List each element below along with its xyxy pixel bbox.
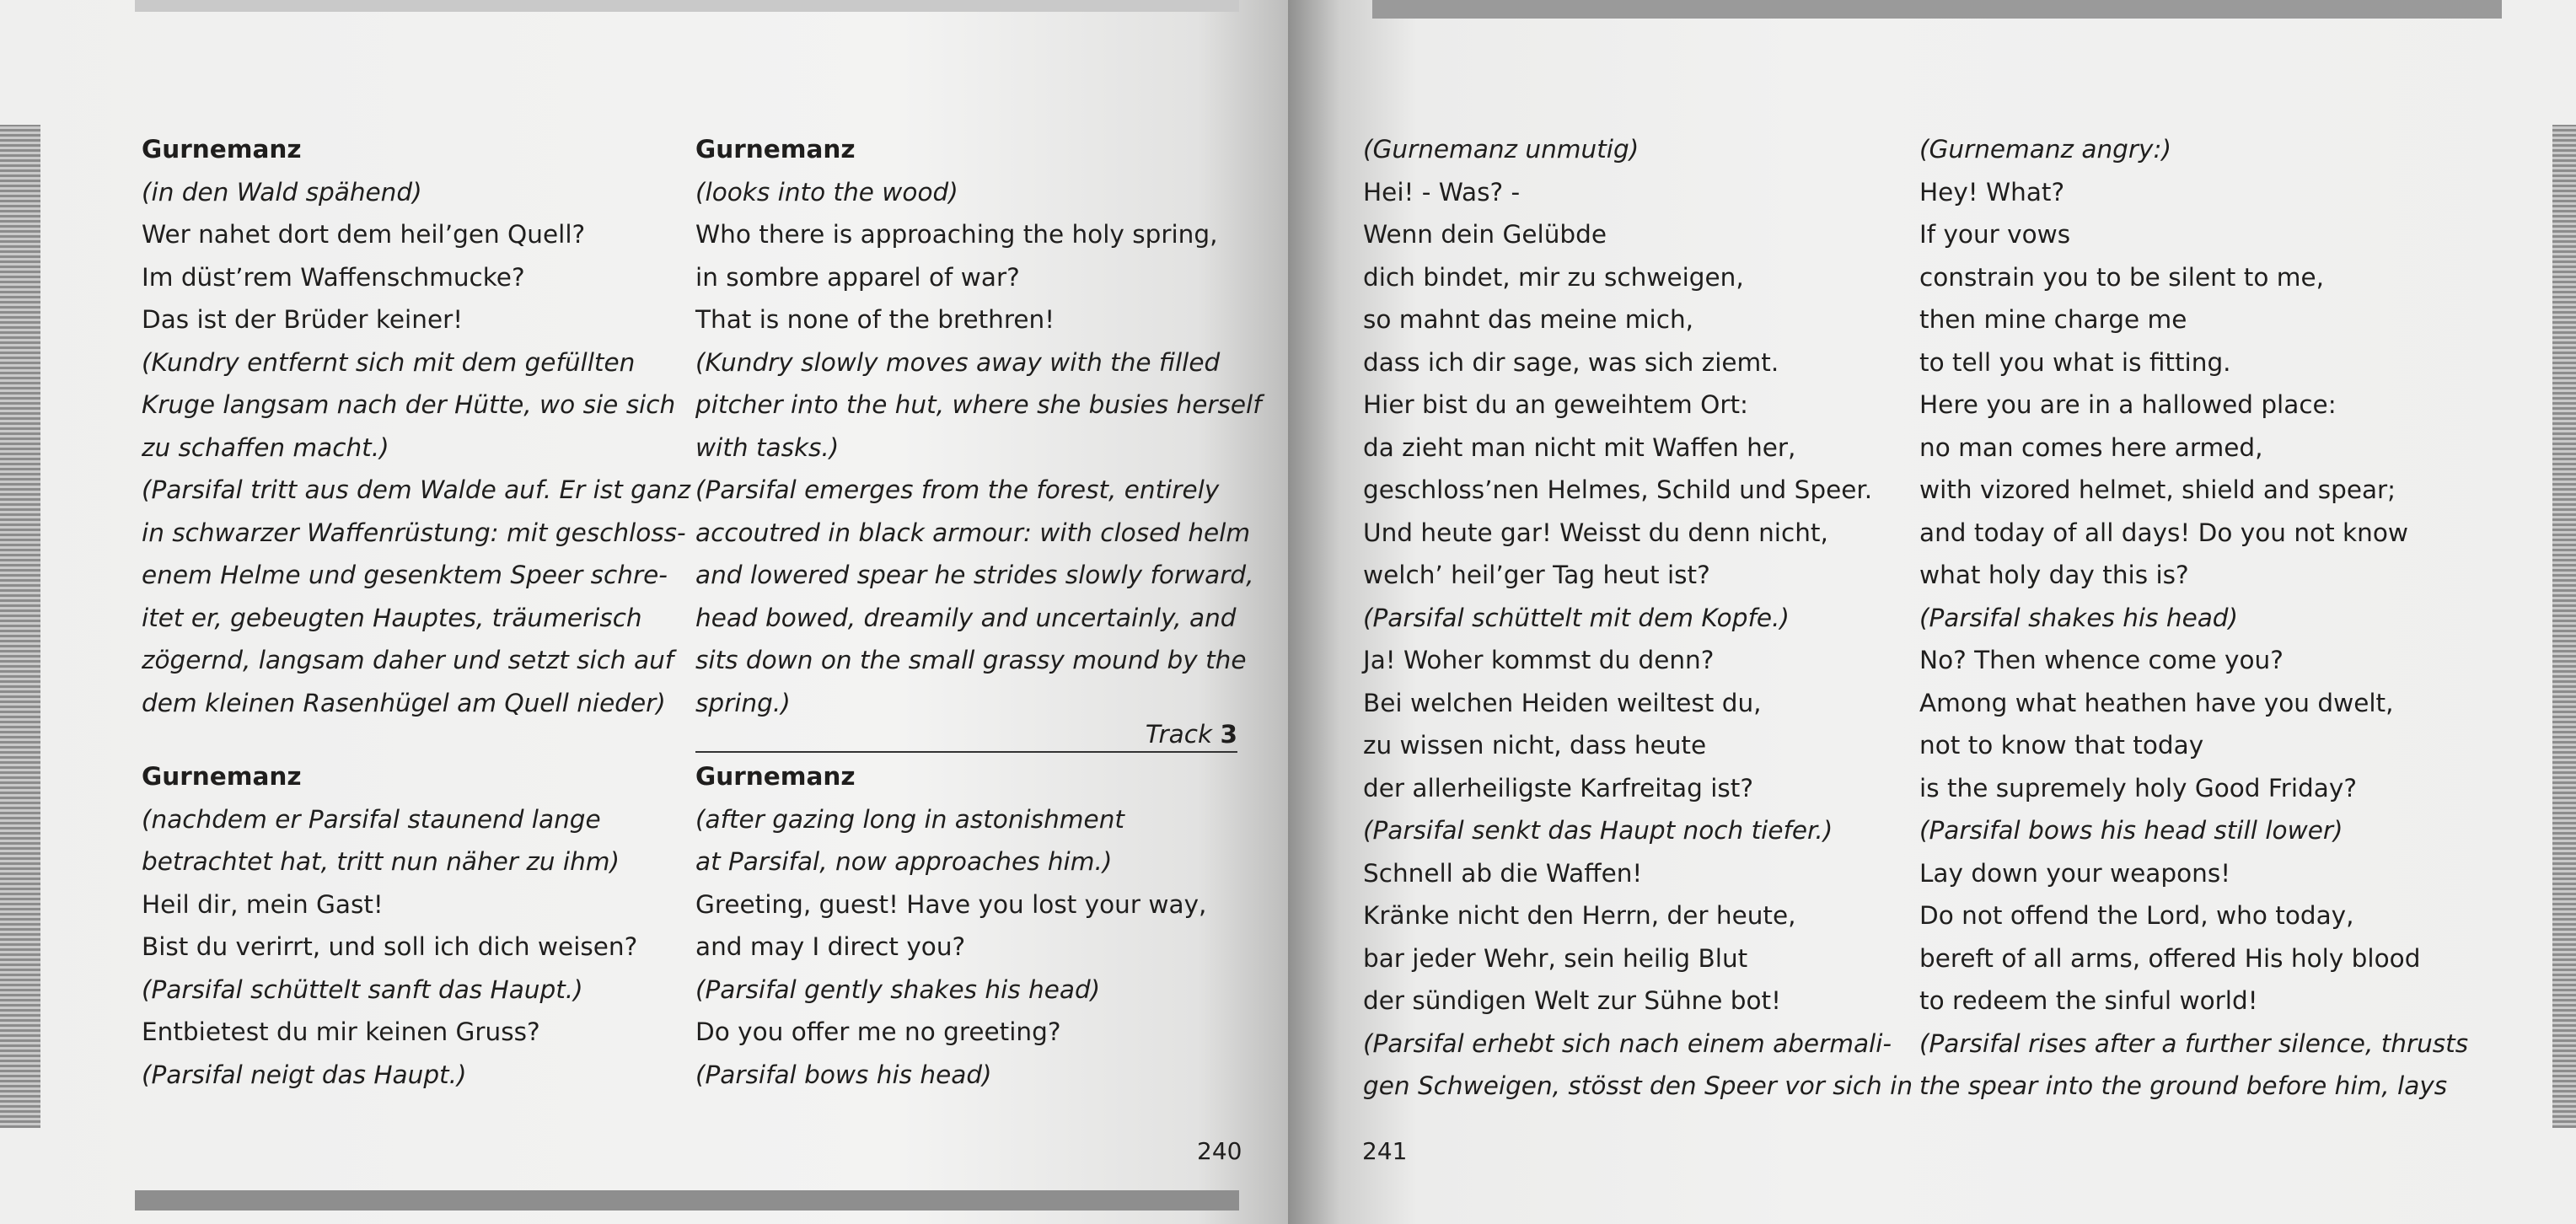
stage-direction: zu schaffen macht.) [142,432,389,462]
lyric-line: If your vows [1919,220,2071,249]
stage-direction: (Parsifal bows his head) [695,1060,992,1089]
stage-direction: spring.) [695,688,791,717]
stage-direction: (Parsifal shakes his head) [1919,603,2239,632]
lyric-line: and today of all days! Do you not know [1919,518,2408,547]
lyric-line: zu wissen nicht, dass heute [1363,731,1707,760]
stage-direction: (Parsifal bows his head still lower) [1919,816,2343,845]
lyric-line: Lay down your weapons! [1919,858,2231,888]
stage-direction: sits down on the small grassy mound by the [695,646,1247,674]
stage-direction: (Kundry slowly moves away with the filled [695,347,1221,377]
stage-direction: enem Helme und gesenktem Speer schre- [142,561,668,589]
lyric-line: Do you offer me no greeting? [695,1017,1061,1046]
stage-direction: itet er, gebeugten Hauptes, träumerisch [142,603,642,632]
lyric-line: Who there is approaching the holy spring, [695,220,1218,249]
german-column-left [142,128,690,1096]
lyric-line: geschloss’nen Helmes, Schild und Speer. [1363,475,1873,504]
stage-direction: (Gurnemanz unmutig) [1363,135,1640,164]
stage-direction: pitcher into the hut, where she busies herself [695,390,1262,419]
stage-direction: (Parsifal erhebt sich nach einem abermali- [1363,1028,1892,1058]
lyric-line: with vizored helmet, shield and spear; [1919,475,2396,504]
lyric-line: welch’ heil’ger Tag heut ist? [1363,561,1710,589]
lyric-line: der sündigen Welt zur Sühne bot! [1363,986,1781,1015]
lyric-line: Im düst’rem Waffenschmucke? [142,262,525,292]
lyric-line: bereft of all arms, offered His holy blood [1919,943,2421,973]
stage-direction: dem kleinen Rasenhügel am Quell nieder) [142,688,666,717]
lyric-line: Hey! What? [1919,177,2065,207]
english-column-left [695,128,1262,1096]
lyric-line: Kränke nicht den Herrn, der heute, [1363,901,1796,930]
stage-direction: (Parsifal emerges from the forest, entirely [695,475,1220,504]
top-bleed-bar [135,0,1239,12]
stage-direction: (Kundry entfernt sich mit dem gefüllten [142,347,636,377]
stage-direction: betrachtet hat, tritt nun näher zu ihm) [142,847,620,876]
stage-direction: (looks into the wood) [695,177,958,207]
lyric-line: and may I direct you? [695,932,966,961]
stage-direction: (Parsifal senkt das Haupt noch tiefer.) [1363,816,1833,845]
lyric-line: Schnell ab die Waffen! [1363,858,1643,888]
lyric-line: is the supremely holy Good Friday? [1919,773,2357,803]
stage-direction: (Parsifal neigt das Haupt.) [142,1060,467,1089]
stage-direction: and lowered spear he strides slowly forward, [695,561,1254,589]
stage-direction: head bowed, dreamily and uncertainly, and [695,603,1237,632]
lyric-line: bar jeder Wehr, sein heilig Blut [1363,943,1748,973]
stage-direction: (Gurnemanz angry:) [1919,135,2171,164]
lyric-line: der allerheiligste Karfreitag ist? [1363,773,1754,803]
lyric-line: Hier bist du an geweihtem Ort: [1363,390,1748,419]
page-number-left: 240 [1197,1137,1242,1165]
lyric-line: not to know that today [1919,731,2204,760]
lyric-line: Here you are in a hallowed place: [1919,390,2337,419]
stage-direction: (after gazing long in astonishment [695,804,1124,834]
lyric-line: Hei! - Was? - [1363,177,1521,207]
speaker-name: Gurnemanz [142,762,302,791]
lyric-line: Das ist der Brüder keiner! [142,305,464,334]
speaker-name: Gurnemanz [695,762,856,791]
stage-direction: the spear into the ground before him, lays [1919,1071,2448,1100]
english-column-right [1919,128,2468,1108]
left-edge-hatch [0,125,40,1128]
stage-direction: (nachdem er Parsifal staunend lange [142,804,601,834]
stage-direction: gen Schweigen, stösst den Speer vor sich in [1363,1071,1913,1100]
stage-direction: with tasks.) [695,432,840,462]
stage-direction: at Parsifal, now approaches him.) [695,847,1113,876]
stage-direction: (in den Wald spähend) [142,177,422,207]
stage-direction: (Parsifal rises after a further silence, thrusts [1919,1028,2469,1058]
top-bleed-bar-right [1372,0,2502,19]
lyric-line: Und heute gar! Weisst du denn nicht, [1363,518,1828,547]
stage-direction: zögernd, langsam daher und setzt sich auf [142,646,674,674]
lyric-line: so mahnt das meine mich, [1363,305,1694,334]
section-gap [142,724,690,755]
lyric-line: Wenn dein Gelübde [1363,220,1607,249]
lyric-line: Bist du verirrt, und soll ich dich weisen? [142,932,638,961]
lyric-line: Do not offend the Lord, who today, [1919,901,2354,930]
stage-direction: Kruge langsam nach der Hütte, wo sie sich [142,390,676,419]
stage-direction: in schwarzer Waffenrüstung: mit geschloss- [142,518,686,547]
lyric-line: That is none of the brethren! [695,305,1055,334]
lyric-line: dass ich dir sage, was sich ziemt. [1363,347,1779,377]
lyric-line: da zieht man nicht mit Waffen her, [1363,432,1796,462]
right-edge-hatch [2552,125,2576,1128]
stage-direction: (Parsifal schüttelt sanft das Haupt.) [142,974,583,1004]
lyric-line: constrain you to be silent to me, [1919,262,2325,292]
track-label: Track [1145,720,1213,749]
lyric-line: no man comes here armed, [1919,432,2263,462]
speaker-name: Gurnemanz [695,135,856,164]
lyric-line: No? Then whence come you? [1919,646,2284,674]
page-number-right: 241 [1362,1137,1408,1165]
lyric-line: Greeting, guest! Have you lost your way, [695,889,1207,919]
stage-direction: (Parsifal tritt aus dem Walde auf. Er ist ganz [142,475,691,504]
speaker-name: Gurnemanz [142,135,302,164]
lyric-line: then mine charge me [1919,305,2187,334]
lyric-line: Bei welchen Heiden weiltest du, [1363,688,1762,717]
lyric-line: what holy day this is? [1919,561,2189,589]
stage-direction: accoutred in black armour: with closed helm [695,518,1251,547]
stage-direction: (Parsifal schüttelt mit dem Kopfe.) [1363,603,1790,632]
right-page [1288,0,2576,1224]
lyric-line: in sombre apparel of war? [695,262,1020,292]
lyric-line: Among what heathen have you dwelt, [1919,688,2394,717]
lyric-line: Entbietest du mir keinen Gruss? [142,1017,540,1046]
stage-direction: (Parsifal gently shakes his head) [695,974,1101,1004]
lyric-line: to tell you what is fitting. [1919,347,2231,377]
lyric-line: dich bindet, mir zu schweigen, [1363,262,1744,292]
lyric-line: Wer nahet dort dem heil’gen Quell? [142,220,586,249]
lyric-line: Heil dir, mein Gast! [142,889,384,919]
track-marker [695,717,1237,753]
lyric-line: Ja! Woher kommst du denn? [1363,646,1715,674]
lyric-line: to redeem the sinful world! [1919,986,2258,1015]
german-column-right [1363,128,1913,1108]
bottom-bleed-bar [135,1190,1239,1211]
track-number: 3 [1220,720,1237,749]
